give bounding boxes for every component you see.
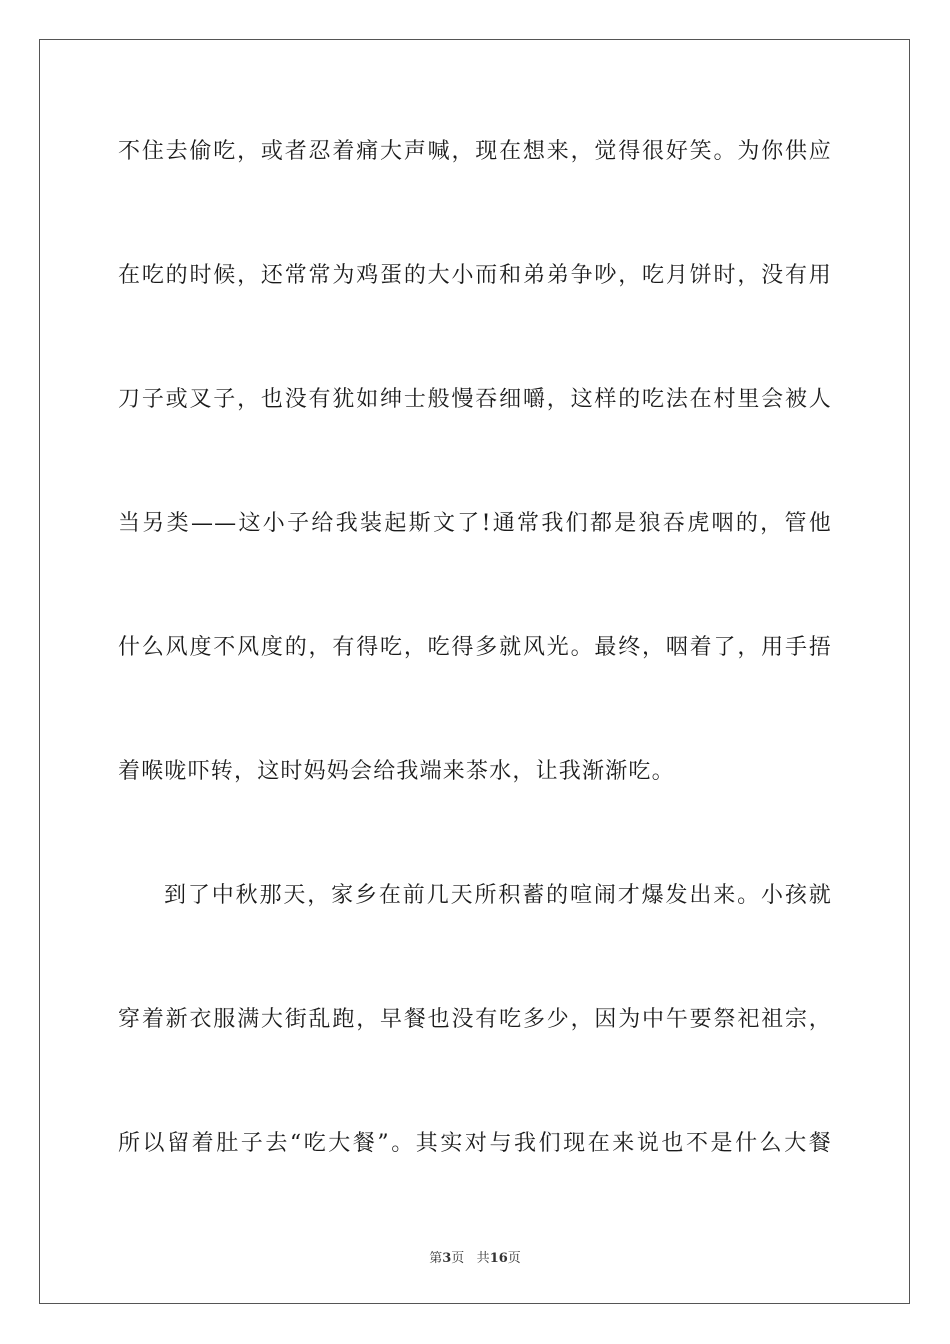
paragraph-first-line: 到了中秋那天，家乡在前几天所积蓄的喧闹才爆发出来。小孩就 bbox=[164, 883, 832, 908]
page-prefix: 第 bbox=[429, 1251, 443, 1266]
total-suffix: 页 bbox=[507, 1251, 521, 1266]
text-line: 所以留着肚子去“吃大餐”。其实对与我们现在来说也不是什么大餐 bbox=[118, 1131, 832, 1156]
total-pages: 16 bbox=[489, 1251, 508, 1266]
text-line: 穿着新衣服满大街乱跑，早餐也没有吃多少，因为中午要祭祀祖宗， bbox=[118, 1007, 832, 1032]
page-footer bbox=[0, 1247, 950, 1266]
text-line: 当另类——这小子给我装起斯文了!通常我们都是狼吞虎咽的，管他 bbox=[118, 511, 832, 536]
page-number: 3 bbox=[442, 1251, 452, 1266]
text-line: 什么风度不风度的，有得吃，吃得多就风光。最终，咽着了，用手捂 bbox=[118, 635, 832, 660]
text-line: 不住去偷吃，或者忍着痛大声喊，现在想来，觉得很好笑。为你供应 bbox=[118, 139, 832, 164]
page-border bbox=[39, 39, 910, 1304]
page-suffix: 页 bbox=[451, 1251, 465, 1266]
text-line: 在吃的时候，还常常为鸡蛋的大小而和弟弟争吵，吃月饼时，没有用 bbox=[118, 263, 832, 288]
total-prefix: 共 bbox=[476, 1251, 490, 1266]
text-line: 刀子或叉子，也没有犹如绅士般慢吞细嚼，这样的吃法在村里会被人 bbox=[118, 387, 832, 412]
text-line: 着喉咙吓转，这时妈妈会给我端来茶水，让我渐渐吃。 bbox=[118, 759, 675, 784]
